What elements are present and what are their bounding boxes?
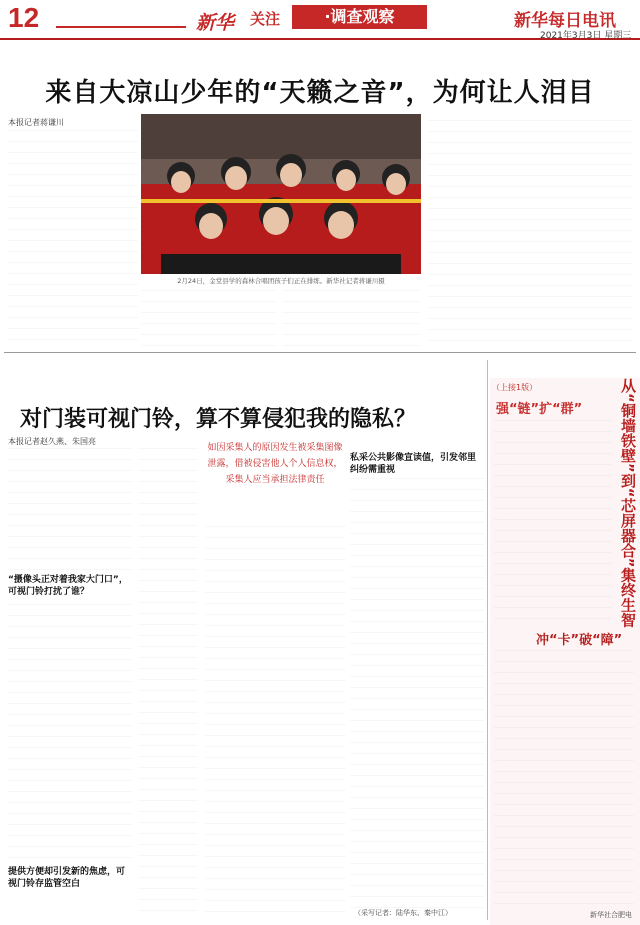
brand-logo: 新华	[196, 13, 235, 34]
column-rule	[487, 360, 488, 920]
story2-body-col1a	[8, 448, 132, 570]
sidebar-footer-note: 新华社合肥电	[590, 911, 632, 919]
choir-photo-illustration	[141, 114, 421, 274]
photo-caption: 2月24日，金堂县学的森林合唱团孩子们正在排练。新华社记者蒋谦川摄	[177, 277, 385, 285]
story2-subhead-1: “摄像头正对着我家大门口”，可视门铃打扰了谁？	[8, 575, 128, 597]
story2-byline: 本报记者赵久燕、朱国亮	[8, 437, 96, 446]
story1-body-col4	[428, 120, 632, 348]
pull-quote: 如因采集人的原因发生被采集图像泄露，借被侵害他人个人信息权，采集人应当承担法律责任	[207, 443, 343, 485]
story2-subhead-3: 提供方便却引发新的焦虑，可视门铃存监管空白	[8, 867, 126, 889]
page-header	[0, 0, 640, 40]
section-divider	[4, 352, 636, 353]
story1-byline: 本报记者蒋谦川	[8, 118, 64, 127]
story1-body-col3	[282, 290, 420, 346]
story2-subhead-2: 私采公共影像宣读值，引发邻里纠纷需重视	[350, 453, 477, 475]
story1-title: 来自大凉山少年的“天籁之音”，为何让人泪目	[45, 78, 595, 108]
sidebar-vertical-title: 从“铜墙铁壁”到“芯屏器合”集终生智	[619, 378, 637, 628]
story1-body-col1	[8, 130, 138, 348]
section-name: ·调查观察	[292, 5, 427, 29]
sidebar-heading-1: 强“链”扩“群”	[496, 402, 583, 417]
story2-body-col1b	[8, 604, 132, 862]
sidebar-body-2	[494, 650, 634, 906]
section-kicker: 关注	[250, 10, 281, 28]
story2-title: 对门装可视门铃，算不算侵犯我的隐私？	[20, 407, 417, 432]
story1-body-col2	[141, 290, 276, 346]
date-line: 2021年3月3日 星期三	[540, 31, 632, 41]
story2-body-col3	[205, 526, 345, 918]
choir-photo	[141, 114, 421, 274]
paper-name: 新华每日电讯	[514, 11, 616, 31]
sidebar-continued-label: （上接1版）	[492, 383, 538, 392]
page-number: 12	[8, 2, 40, 33]
sidebar-heading-2: 冲“卡”破“障”	[536, 633, 623, 648]
story2-body-col4	[350, 478, 484, 908]
story2-footer-note: （采写记者：陆华东、秦中江）	[354, 909, 452, 917]
header-rule	[56, 26, 186, 28]
story2-body-col2	[138, 448, 198, 918]
sidebar-body-1	[494, 420, 612, 624]
